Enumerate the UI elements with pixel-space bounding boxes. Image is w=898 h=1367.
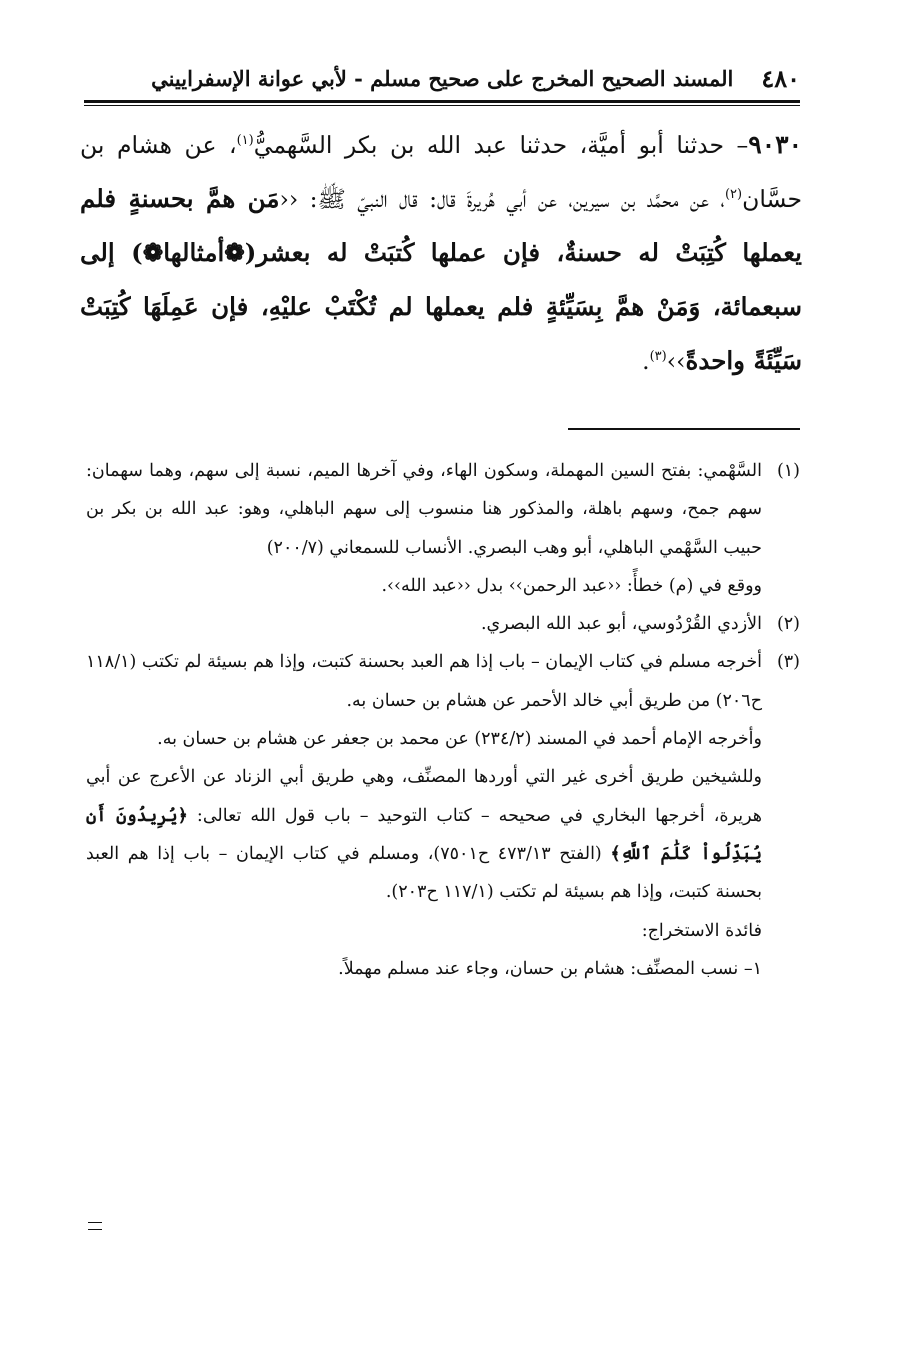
matn-part-1: مَن همَّ بحسنةٍ فلم يعملها كُتِبَتْ له حسنةٌ، فإن عملها كُتبَتْ له بعشر( [80,184,802,267]
quote-close: ›› [666,347,686,375]
isnad-part-2: ، عن هشام بن حسَّان [80,131,802,213]
istikhraj-heading: فائدة الاستخراج: [641,920,762,941]
hadith-number: ٩٠٣٠ [748,130,802,159]
matn-part-3: ) إلى سبعمائة، وَمَنْ همَّ بِسَيِّئةٍ فلم يعملها لم تُكْتَبْ عليْهِ، فإن عَمِلَهَا كُتِبَتْ سَيِّئَةً واحدةً [80,238,802,375]
footnote-2-text: الأزدي القُرْدُوسي، أبو عبد الله البصري. [480,614,762,635]
isnad-part-1: – حدثنا أبو أميَّة، حدثنا عبد الله بن بكر السَّهميُّ [253,131,749,159]
header-rule-thin [84,105,800,106]
footnote-1-continuation: ووقع في (م) خطأً: ‹‹عبد الرحمن›› بدل ‹‹عبد الله››. [381,575,762,596]
footnote-ref-2: (٢) [724,187,743,203]
footnote-ref-1: (١) [236,133,254,149]
footnote-3-ahmad: وأخرجه الإمام أحمد في المسند (٢٣٤/٢) عن محمد بن جعفر عن هشام بن حسان به. [157,729,762,750]
footnote-3-number: (٣) [776,652,800,673]
footnote-3-text: أخرجه مسلم في كتاب الإيمان – باب إذا هم العبد بحسنة كتبت، وإذا هم بسيئة لم تكتب (١١٨/١ ح٢٠٦) من طريق أبي خالد الأحمر عن هشام بن حسان به. [86,652,762,711]
footnote-ref-3: (٣) [649,349,667,365]
matn-part-2: ❁أمثالها❁ [142,238,245,267]
footnote-1-text: السَّهْمي: بفتح السين المهملة، وسكون الهاء، وفي آخرها الميم، نسبة إلى سهم، وهما سهمان: سهم جمح، وسهم باهلة، والمذكور هنا منسوب إلى سهم الباهلي، وهو: عبد الله بن بكر بن حبيب السَّهْمي الباهلي، أبو وهب البصري. الأنساب للسمعاني (٢٠٠/٧) [86,461,762,558]
footnote-3 [86,643,800,720]
running-header [84,56,800,100]
hadith-paragraph [80,118,802,388]
end-mark [88,1222,102,1230]
footnote-3-text-a: وللشيخين طريق أخرى غير التي أوردها المصنِّف، وهي طريق أبي الزناد عن الأعرج عن أبي هريرة، أخرجها البخاري في صحيحه – كتاب التوحيد – باب قول الله تعالى: [86,767,762,826]
istikhraj-point-1: ١– نسب المصنِّف: هشام بن حسان، وجاء عند مسلم مهملاً. [338,958,762,979]
header-rule [84,100,800,103]
quran-verse: ﴿يُرِيدُونَ أَن يُبَدِّلُواْ كَلَٰمَ ٱللَّهِ﴾ [86,805,762,864]
footnote-3-text-b: (الفتح ٤٧٣/١٣ ح٧٥٠١)، ومسلم في كتاب الإيمان – باب إذا هم العبد بحسنة كتبت، وإذا هم بسيئة لم تكتب (١١٧/١ ح٢٠٣). [86,843,762,903]
hadith-text [80,118,802,388]
footnote-1-number: (١) [776,461,800,481]
page-number: ٤٨٠ [761,63,800,93]
footnote-1 [86,452,800,567]
footnote-2 [86,605,800,643]
footnote-2-number: (٢) [776,614,800,635]
isnad-part-3: ، عن محمَّد بن سيرين، عن أبي هُريرةَ قال: قال النبيّ ﷺ: ‹‹ [279,185,725,213]
footnote-separator [568,428,800,430]
footnotes [86,452,800,988]
hadith-end: . [642,347,650,375]
book-title: المسند الصحيح المخرج على صحيح مسلم - لأبي عوانة الإسفراييني [151,65,734,91]
footnote-3-shaykhayn [86,758,800,911]
